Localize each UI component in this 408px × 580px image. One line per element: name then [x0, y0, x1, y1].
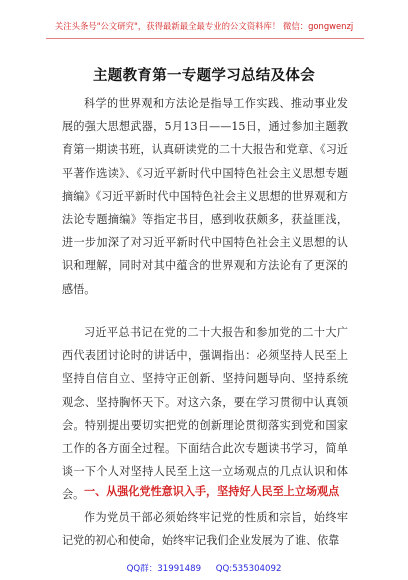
body-paragraph-1: 科学的世界观和方法论是指导工作实践、推动事业发展的强大思想武器，5月13日——15日，通过参加主题教育第一期读书班，认真研读党的二十大报告和党章、《习近平著作选读》、《习近平新时代中国特色社会主义思想专题摘编》《习近平新时代中国特色社会主义思想的世界观和方法论专题摘编》等指定书目，感到收获颇多，获益匪浅，进一步加深了对习近平新时代中国特色社会主义思想的认识和理解，同时对其中蕴含的世界观和方法论有了更深的感悟。 — [62, 97, 348, 296]
body-paragraph-3: 作为党员干部必须始终牢记党的性质和宗旨，始终牢记党的初心和使命，始终牢记我们企业发展为了谁、依靠 — [62, 511, 348, 548]
section-heading-1: 一、从强化党性意识入手，坚持好人民至上立场观点 — [84, 485, 340, 498]
footer-qq-group: QQ群：31991489 — [126, 564, 202, 574]
header-divider — [46, 38, 364, 39]
footer-contact — [0, 562, 408, 574]
header-banner[interactable]: 关注头条号"公文研究"，获得最新最全最专业的公文资料库！ 微信：gongwenzj — [54, 21, 354, 31]
footer-qq: QQ:535304092 — [215, 564, 282, 574]
document-title: 主题教育第一专题学习总结及体会 — [93, 68, 315, 84]
body-paragraph-2: 习近平总书记在党的二十大报告和参加党的二十大广西代表团讨论时的讲话中，强调指出：必须坚持人民至上坚持自信自立、坚持守正创新、坚持问题导向、坚持系统观念、坚持胸怀天下。对这六条，要在学习贯彻中认真领会。特别提出要切实把党的创新理论贯彻落实到党和国家工作的各方面全过程。下面结合此次专题读书学习，简单谈一下个人对坚持人民至上这一立场观点的几点认识和体会。 — [62, 326, 348, 502]
